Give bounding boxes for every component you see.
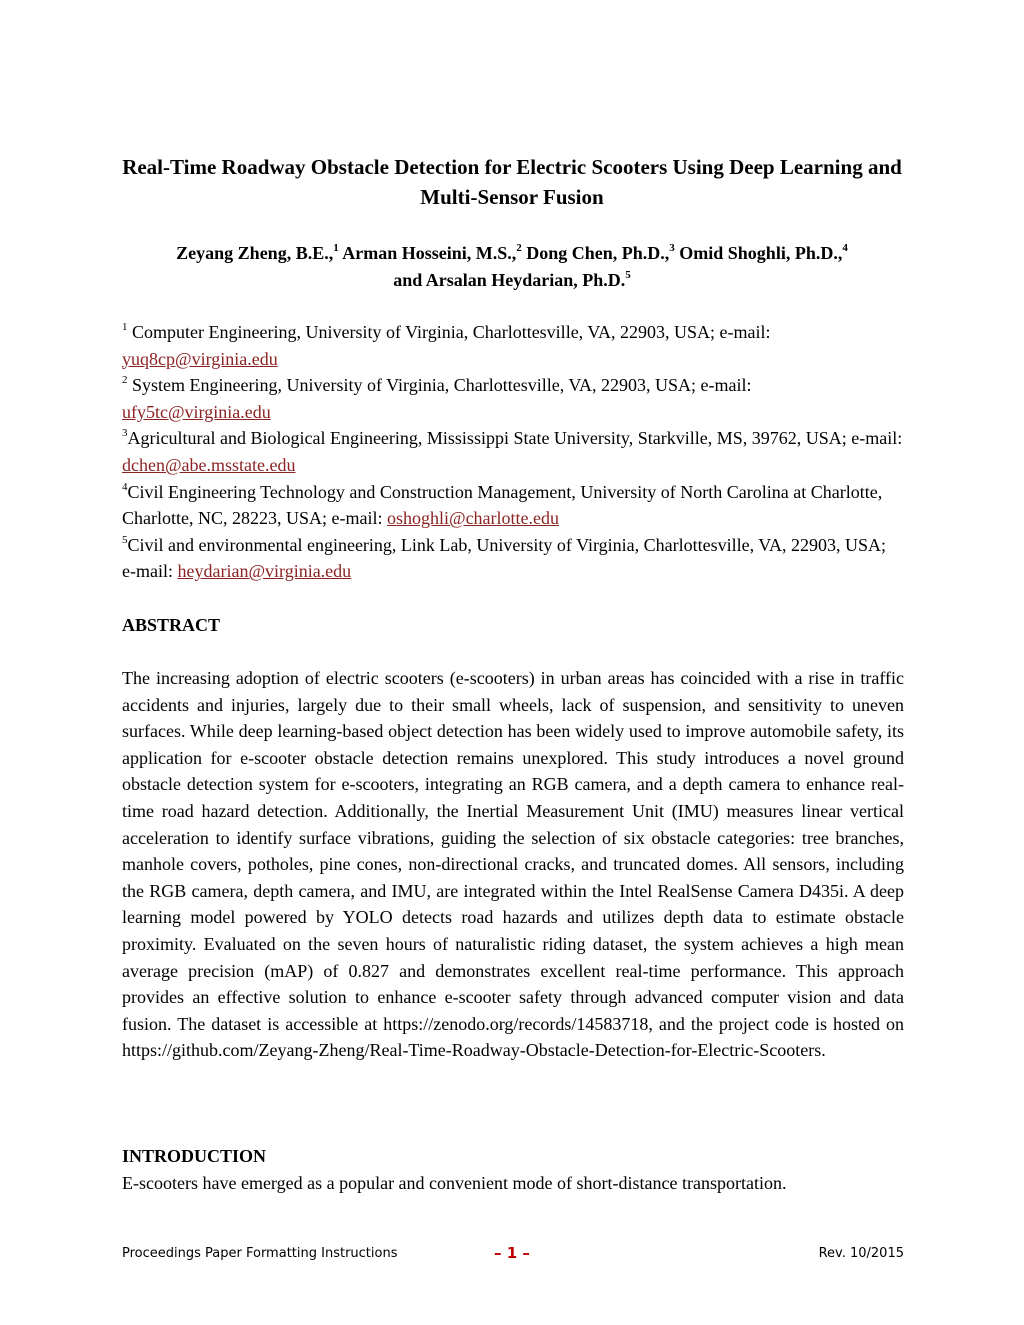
author-superscript: 1 — [333, 242, 339, 254]
email-link[interactable]: ufy5tc@virginia.edu — [122, 401, 271, 422]
page-number: – 1 – — [494, 1244, 530, 1262]
affiliation-1 — [122, 319, 904, 372]
abstract-text: The increasing adoption of electric scooters (e-scooters) in urban areas has coincided with a rise in traffic accidents and injuries, largely due to their small wheels, lack of suspension, and sensitivity to uneven surfaces. While deep learning-based object detection has been widely used to improve automobile safety, its application for e-scooter obstacle detection remains unexplored. This study introduces a novel ground obstacle detection system for e-scooters, integrating an RGB camera, and a depth camera to enhance real-time road hazard detection. Additionally, the Inertial Measurement Unit (IMU) measures linear vertical acceleration to identify surface vibrations, guiding the selection of six obstacle categories: tree branches, manhole covers, potholes, pine cones, non-directional cracks, and truncated domes. All sensors, including the RGB camera, depth camera, and IMU, are integrated within the Intel RealSense Camera D435i. A deep learning model powered by YOLO detects road hazards and utilizes depth data to estimate obstacle proximity. Evaluated on the seven hours of naturalistic riding dataset, the system achieves a high mean average precision (mAP) of 0.827 and demonstrates excellent real-time performance. This approach provides an effective solution to enhance e-scooter safety through advanced computer vision and data fusion. The dataset is accessible at https://zenodo.org/records/14583718, and the project code is hosted on https://github.com/Zeyang-Zheng/Real-Time-Roadway-Obstacle-Detection-for-Electric-Scooters. — [122, 668, 904, 1061]
affiliation-3 — [122, 425, 904, 478]
affiliation-text: System Engineering, University of Virginia, Charlottesville, VA, 22903, USA; e-mail: — [127, 375, 752, 396]
affiliation-4 — [122, 479, 904, 532]
abstract-heading: ABSTRACT — [122, 615, 221, 635]
affiliation-2 — [122, 372, 904, 425]
author-name: and Arsalan Heydarian, Ph.D. — [393, 270, 626, 290]
author-name: Omid Shoghli, Ph.D., — [679, 243, 843, 263]
author-name: Dong Chen, Ph.D., — [526, 243, 670, 263]
introduction-text: E-scooters have emerged as a popular and convenient mode of short-distance transportation. — [122, 1173, 787, 1193]
email-link[interactable]: yuq8cp@virginia.edu — [122, 348, 278, 369]
email-link[interactable]: oshoghli@charlotte.edu — [386, 508, 560, 529]
author-name: Zeyang Zheng, B.E., — [176, 243, 334, 263]
affiliation-list — [122, 319, 904, 585]
footer-left-text: Proceedings Paper Formatting Instructions — [122, 1246, 398, 1261]
author-superscript: 4 — [842, 242, 848, 254]
author-list — [120, 240, 904, 294]
introduction-heading: INTRODUCTION — [122, 1146, 267, 1166]
affiliation-text: Civil Engineering Technology and Construction Management, University of North Carolina at Charlotte, Charlotte, NC, 28223, USA; e-mail: — [122, 481, 883, 529]
page-footer — [122, 1244, 904, 1266]
author-superscript: 5 — [625, 269, 631, 281]
affiliation-superscript: 5 — [122, 533, 128, 546]
author-superscript: 2 — [516, 242, 522, 254]
paper-title: Real-Time Roadway Obstacle Detection for Electric Scooters Using Deep Learning and Multi-Sensor Fusion — [122, 155, 902, 209]
affiliation-text: Agricultural and Biological Engineering, Mississippi State University, Starkville, MS, 39762, USA; e-mail: — [127, 428, 903, 449]
email-link[interactable]: dchen@abe.msstate.edu — [122, 454, 296, 475]
author-name: Arman Hosseini, M.S., — [342, 243, 517, 263]
footer-revision: Rev. 10/2015 — [818, 1246, 904, 1261]
affiliation-text: Civil and environmental engineering, Link Lab, University of Virginia, Charlottesville, VA, 22903, USA; e-mail: — [122, 534, 886, 582]
email-link[interactable]: heydarian@virginia.edu — [177, 561, 352, 582]
affiliation-superscript: 4 — [122, 480, 128, 493]
affiliation-superscript: 3 — [122, 427, 128, 440]
affiliation-5 — [122, 532, 904, 585]
affiliation-superscript: 1 — [122, 321, 128, 333]
affiliation-superscript: 2 — [122, 374, 128, 387]
author-superscript: 3 — [669, 242, 675, 254]
affiliation-text: Computer Engineering, University of Virginia, Charlottesville, VA, 22903, USA; e-mail: — [127, 322, 771, 342]
